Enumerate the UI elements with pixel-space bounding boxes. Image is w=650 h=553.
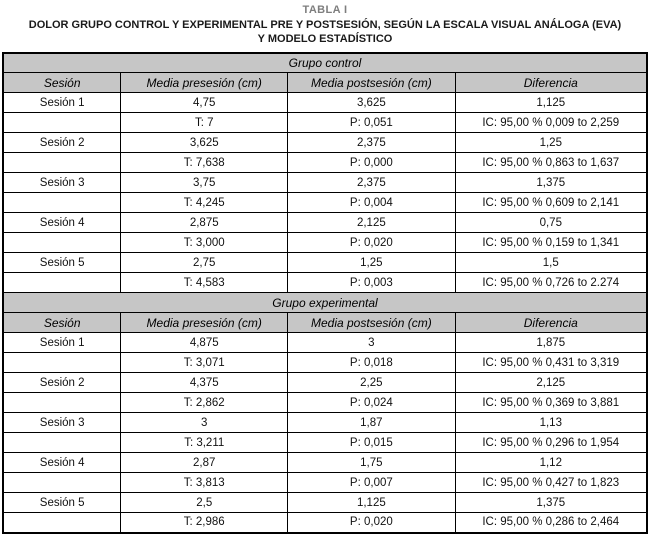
table-cell: 2,87	[121, 453, 288, 473]
table-number: TABLA I	[302, 4, 348, 16]
table-row	[3, 473, 647, 493]
table-row	[3, 353, 647, 373]
group-header-row	[3, 53, 647, 73]
table-cell: T: 3,813	[121, 473, 288, 493]
table-row	[3, 453, 647, 473]
table-cell: P: 0,004	[288, 193, 455, 213]
table-cell	[3, 193, 121, 213]
table-cell: IC: 95,00 % 0,296 to 1,954	[455, 433, 647, 453]
table-row	[3, 513, 647, 533]
column-header: Diferencia	[455, 313, 647, 333]
table-cell: P: 0,020	[288, 513, 455, 533]
table-cell: 1,25	[288, 253, 455, 273]
table-cell: 3	[121, 413, 288, 433]
table-cell: T: 3,211	[121, 433, 288, 453]
column-header: Diferencia	[455, 73, 647, 93]
column-header-row	[3, 313, 647, 333]
table-row	[3, 133, 647, 153]
table-cell: 0,75	[455, 213, 647, 233]
table-cell: IC: 95,00 % 0,431 to 3,319	[455, 353, 647, 373]
table-cell: Sesión 3	[3, 413, 121, 433]
table-cell: 1,125	[288, 493, 455, 513]
column-header: Media postsesión (cm)	[288, 313, 455, 333]
table-cell	[3, 273, 121, 293]
table-cell: T: 7,638	[121, 153, 288, 173]
group-header: Grupo experimental	[3, 293, 647, 313]
table-cell: 2,375	[288, 173, 455, 193]
table-cell: IC: 95,00 % 0,609 to 2,141	[455, 193, 647, 213]
table-row	[3, 413, 647, 433]
table-cell	[3, 473, 121, 493]
table-row	[3, 333, 647, 353]
table-row	[3, 493, 647, 513]
column-header: Sesión	[3, 313, 121, 333]
table-cell: T: 2,986	[121, 513, 288, 533]
table-cell: P: 0,007	[288, 473, 455, 493]
data-table	[2, 52, 648, 534]
table-title-line2: Y MODELO ESTADÍSTICO	[257, 33, 393, 46]
table-cell: Sesión 2	[3, 373, 121, 393]
table-row	[3, 213, 647, 233]
table-row	[3, 253, 647, 273]
table-cell: P: 0,000	[288, 153, 455, 173]
table-cell: P: 0,024	[288, 393, 455, 413]
table-cell: 2,375	[288, 133, 455, 153]
table-cell: P: 0,051	[288, 113, 455, 133]
table-cell: IC: 95,00 % 0,286 to 2,464	[455, 513, 647, 533]
table-cell: 4,875	[121, 333, 288, 353]
table-cell: 2,125	[455, 373, 647, 393]
table-cell: IC: 95,00 % 0,009 to 2,259	[455, 113, 647, 133]
table-cell: Sesión 4	[3, 213, 121, 233]
table-row	[3, 273, 647, 293]
table-cell: 1,125	[455, 93, 647, 113]
table-cell: IC: 95,00 % 0,427 to 1,823	[455, 473, 647, 493]
table-cell: T: 4,245	[121, 193, 288, 213]
table-row	[3, 393, 647, 413]
table-row	[3, 433, 647, 453]
table-cell: P: 0,003	[288, 273, 455, 293]
table-cell: T: 7	[121, 113, 288, 133]
table-cell: 2,5	[121, 493, 288, 513]
table-cell: T: 2,862	[121, 393, 288, 413]
table-cell	[3, 353, 121, 373]
table-cell: IC: 95,00 % 0,863 to 1,637	[455, 153, 647, 173]
column-header: Media postsesión (cm)	[288, 73, 455, 93]
table-cell: IC: 95,00 % 0,369 to 3,881	[455, 393, 647, 413]
group-header-row	[3, 293, 647, 313]
table-cell: Sesión 2	[3, 133, 121, 153]
table-cell: IC: 95,00 % 0,159 to 1,341	[455, 233, 647, 253]
column-header: Media presesión (cm)	[121, 313, 288, 333]
table-cell: 4,375	[121, 373, 288, 393]
table-cell: 4,75	[121, 93, 288, 113]
table-cell: T: 4,583	[121, 273, 288, 293]
table-row	[3, 113, 647, 133]
table-cell: 1,87	[288, 413, 455, 433]
table-cell: 1,375	[455, 493, 647, 513]
table-cell	[3, 393, 121, 413]
table-title-line1: DOLOR GRUPO CONTROL Y EXPERIMENTAL PRE Y POSTSESIÓN, SEGÚN LA ESCALA VISUAL ANÁLOGA (EVA)	[28, 19, 622, 31]
table-cell: Sesión 1	[3, 333, 121, 353]
table-row	[3, 173, 647, 193]
column-header: Media presesión (cm)	[121, 73, 288, 93]
table-row	[3, 93, 647, 113]
table-cell: 1,13	[455, 413, 647, 433]
table-cell: 3	[288, 333, 455, 353]
table-cell	[3, 513, 121, 533]
table-cell: 2,75	[121, 253, 288, 273]
table-cell: Sesión 5	[3, 493, 121, 513]
table-cell: 1,25	[455, 133, 647, 153]
table-cell: P: 0,018	[288, 353, 455, 373]
table-cell: 2,125	[288, 213, 455, 233]
table-cell: 1,5	[455, 253, 647, 273]
table-cell: 2,875	[121, 213, 288, 233]
table-cell	[3, 113, 121, 133]
table-row	[3, 153, 647, 173]
table-cell: P: 0,015	[288, 433, 455, 453]
table-row	[3, 193, 647, 213]
table-cell: 3,625	[288, 93, 455, 113]
group-header: Grupo control	[3, 53, 647, 73]
table-cell: 1,75	[288, 453, 455, 473]
table-cell: Sesión 1	[3, 93, 121, 113]
table-cell: Sesión 4	[3, 453, 121, 473]
table-cell: 3,75	[121, 173, 288, 193]
column-header-row	[3, 73, 647, 93]
table-cell: Sesión 3	[3, 173, 121, 193]
table-cell: 2,25	[288, 373, 455, 393]
table-cell: P: 0,020	[288, 233, 455, 253]
table-cell: 3,625	[121, 133, 288, 153]
table-cell: IC: 95,00 % 0,726 to 2.274	[455, 273, 647, 293]
table-row	[3, 373, 647, 393]
table-cell: 1,875	[455, 333, 647, 353]
table-cell: 1,12	[455, 453, 647, 473]
table-cell	[3, 153, 121, 173]
table-cell: T: 3,071	[121, 353, 288, 373]
table-cell: Sesión 5	[3, 253, 121, 273]
table-cell: T: 3,000	[121, 233, 288, 253]
table-cell	[3, 433, 121, 453]
column-header: Sesión	[3, 73, 121, 93]
table-title	[2, 18, 648, 47]
table-cell	[3, 233, 121, 253]
table-row	[3, 233, 647, 253]
table-cell: 1,375	[455, 173, 647, 193]
